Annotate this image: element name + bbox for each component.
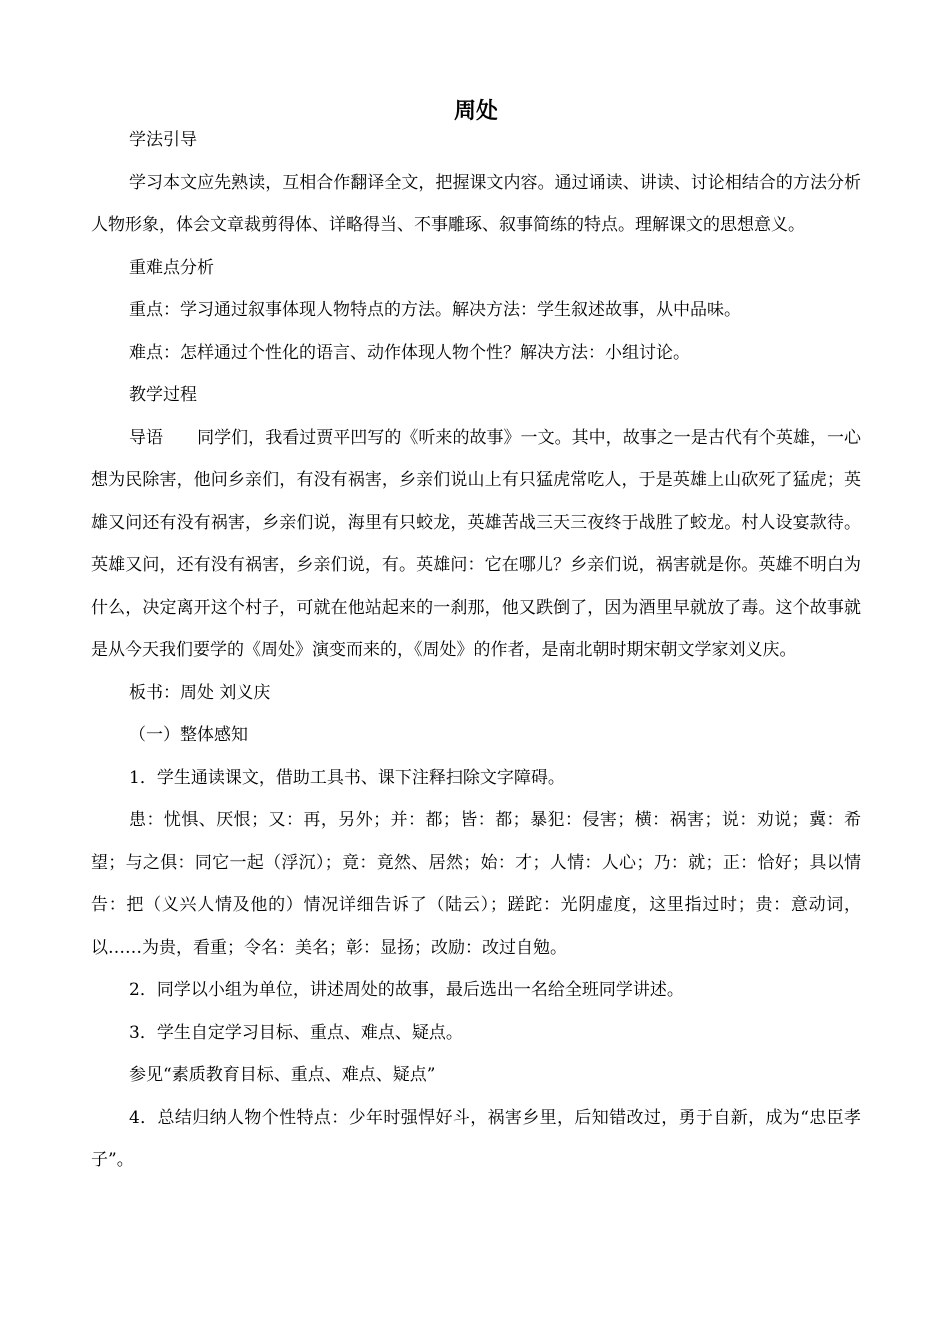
list-item-step-4: 4．总结归纳人物个性特点：少年时强悍好斗，祸害乡里，后知错改过，勇于自新，成为“忠臣孝子”。: [91, 1107, 861, 1170]
paragraph-vocabulary-notes: 患：忧惧、厌恨；又：再，另外；并：都；皆：都；暴犯：侵害；横：祸害；说：劝说；冀：希望；与之俱：同它一起（浮沉）；竟：竟然、居然；始：才；人情：人心；乃：就；正：恰好；具以情告：把（义兴人情及他的）情况详细告诉了（陆云）；蹉跎：光阴虚度，这里指过时；贵：意动词，以……为贵，看重；令名：美名；彰：显扬；改励：改过自勉。: [91, 810, 861, 958]
list-item-step-1: 1．学生通读课文，借助工具书、课下注释扫除文字障碍。: [129, 767, 565, 788]
paragraph-introduction: 导语 同学们，我看过贾平凹写的《听来的故事》一文。其中，故事之一是古代有个英雄，一心想为民除害，他问乡亲们，有没有祸害，乡亲们说山上有只猛虎常吃人，于是英雄上山砍死了猛虎；英雄又问还有没有祸害，乡亲们说，海里有只蛟龙，英雄苦战三天三夜终于战胜了蛟龙。村人设宴款待。英雄又问，还有没有祸害，乡亲们说，有。英雄问：它在哪儿？乡亲们说，祸害就是你。英雄不明白为什么，决定离开这个村子，可就在他站起来的一刹那，他又跌倒了，因为酒里早就放了毒。这个故事就是从今天我们要学的《周处》演变而来的，《周处》的作者，是南北朝时期宋朝文学家刘义庆。: [91, 427, 861, 660]
document-page: [91, 95, 861, 1182]
heading-key-difficult-points: 重难点分析: [129, 257, 214, 278]
heading-teaching-process: 教学过程: [129, 385, 197, 405]
heading-overall-perception: （一）整体感知: [129, 725, 248, 745]
heading-study-guide: 学法引导: [129, 130, 197, 150]
list-item-step-3: 3．学生自定学习目标、重点、难点、疑点。: [129, 1022, 463, 1043]
document-title: 周处: [453, 99, 498, 124]
paragraph-key-point: 重点：学习通过叙事体现人物特点的方法。解决方法：学生叙述故事，从中品味。: [129, 300, 741, 320]
list-item-step-2: 2．同学以小组为单位，讲述周处的故事，最后选出一名给全班同学讲述。: [129, 980, 684, 1000]
paragraph-blackboard: 板书：周处 刘义庆: [129, 682, 271, 703]
paragraph-reference: 参见“素质教育目标、重点、难点、疑点”: [129, 1065, 436, 1085]
paragraph-study-method: 学习本文应先熟读，互相合作翻译全文，把握课文内容。通过诵读、讲读、讨论相结合的方法分析人物形象，体会文章裁剪得体、详略得当、不事雕琢、叙事简练的特点。理解课文的思想意义。: [91, 172, 861, 235]
paragraph-difficult-point: 难点：怎样通过个性化的语言、动作体现人物个性？解决方法：小组讨论。: [129, 342, 690, 363]
